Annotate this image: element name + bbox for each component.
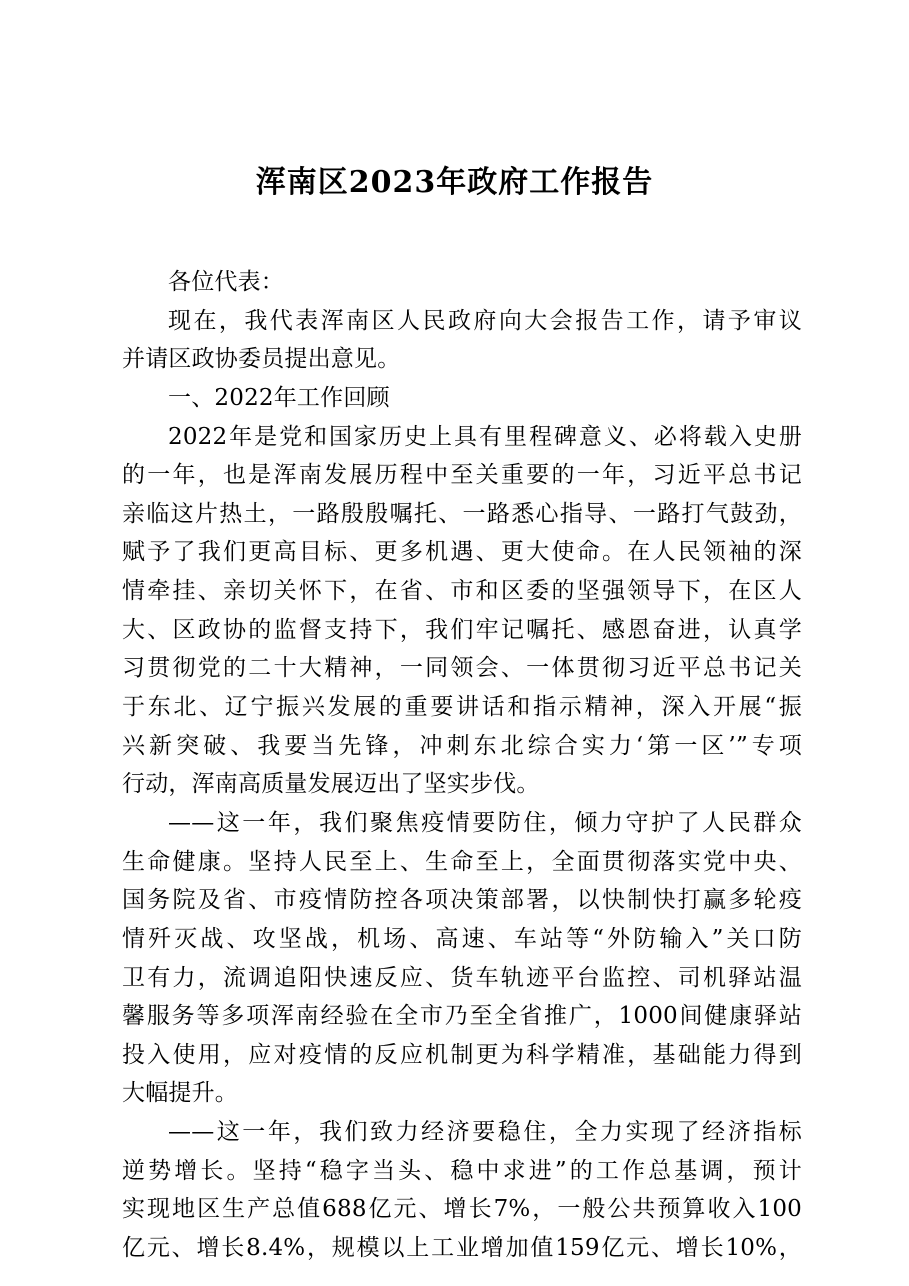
text-line: 投入使用，应对疫情的反应机制更为科学精准，基础能力得到	[122, 1041, 802, 1068]
text-line: 现在，我代表浑南区人民政府向大会报告工作，请予审议	[168, 307, 802, 334]
text-line: 亿元、增长8.4%，规模以上工业增加值159亿元、增长10%，	[122, 1235, 802, 1262]
text-line: 亲临这片热土，一路殷殷嘱托、一路悉心指导、一路打气鼓劲，	[122, 500, 802, 527]
text-line: 大、区政协的监督支持下，我们牢记嘱托、感恩奋进，认真学	[122, 616, 802, 643]
text-line: 赋予了我们更高目标、更多机遇、更大使命。在人民领袖的深	[122, 539, 802, 566]
text-line: 馨服务等多项浑南经验在全市乃至全省推广，1000间健康驿站	[122, 1003, 802, 1030]
text-line: 逆势增长。坚持“稳字当头、稳中求进”的工作总基调，预计	[122, 1157, 802, 1184]
text-line: 2022年是党和国家历史上具有里程碑意义、必将载入史册	[168, 423, 802, 450]
text-line: 兴新突破、我要当先锋，冲刺东北综合实力‘第一区’”专项	[122, 732, 802, 759]
text-line: 并请区政协委员提出意见。	[122, 346, 401, 373]
text-line: 生命健康。坚持人民至上、生命至上，全面贯彻落实党中央、	[122, 848, 802, 875]
text-line: 国务院及省、市疫情防控各项决策部署，以快制快打赢多轮疫	[122, 887, 802, 914]
text-line: 一、2022年工作回顾	[168, 384, 390, 411]
text-line: 情牵挂、亲切关怀下，在省、市和区委的坚强领导下，在区人	[122, 578, 802, 605]
text-line: 的一年，也是浑南发展历程中至关重要的一年，习近平总书记	[122, 462, 802, 489]
text-line: 习贯彻党的二十大精神，一同领会、一体贯彻习近平总书记关	[122, 655, 802, 682]
text-line: 行动，浑南高质量发展迈出了坚实步伐。	[122, 771, 540, 798]
text-line: ——这一年，我们聚焦疫情要防住，倾力守护了人民群众	[168, 809, 802, 836]
text-line: 实现地区生产总值688亿元、增长7%，一般公共预算收入100	[122, 1196, 802, 1223]
text-line: 情歼灭战、攻坚战，机场、高速、车站等“外防输入”关口防	[122, 925, 802, 952]
text-line: 大幅提升。	[122, 1080, 238, 1107]
text-line: 于东北、辽宁振兴发展的重要讲话和指示精神，深入开展“振	[122, 694, 802, 721]
document-body	[122, 263, 802, 1268]
text-line: ——这一年，我们致力经济要稳住，全力实现了经济指标	[168, 1119, 802, 1146]
text-line: 各位代表：	[168, 269, 284, 295]
document-title: 浑南区2023年政府工作报告	[255, 165, 654, 200]
text-line: 卫有力，流调追阳快速反应、货车轨迹平台监控、司机驿站温	[122, 964, 802, 991]
